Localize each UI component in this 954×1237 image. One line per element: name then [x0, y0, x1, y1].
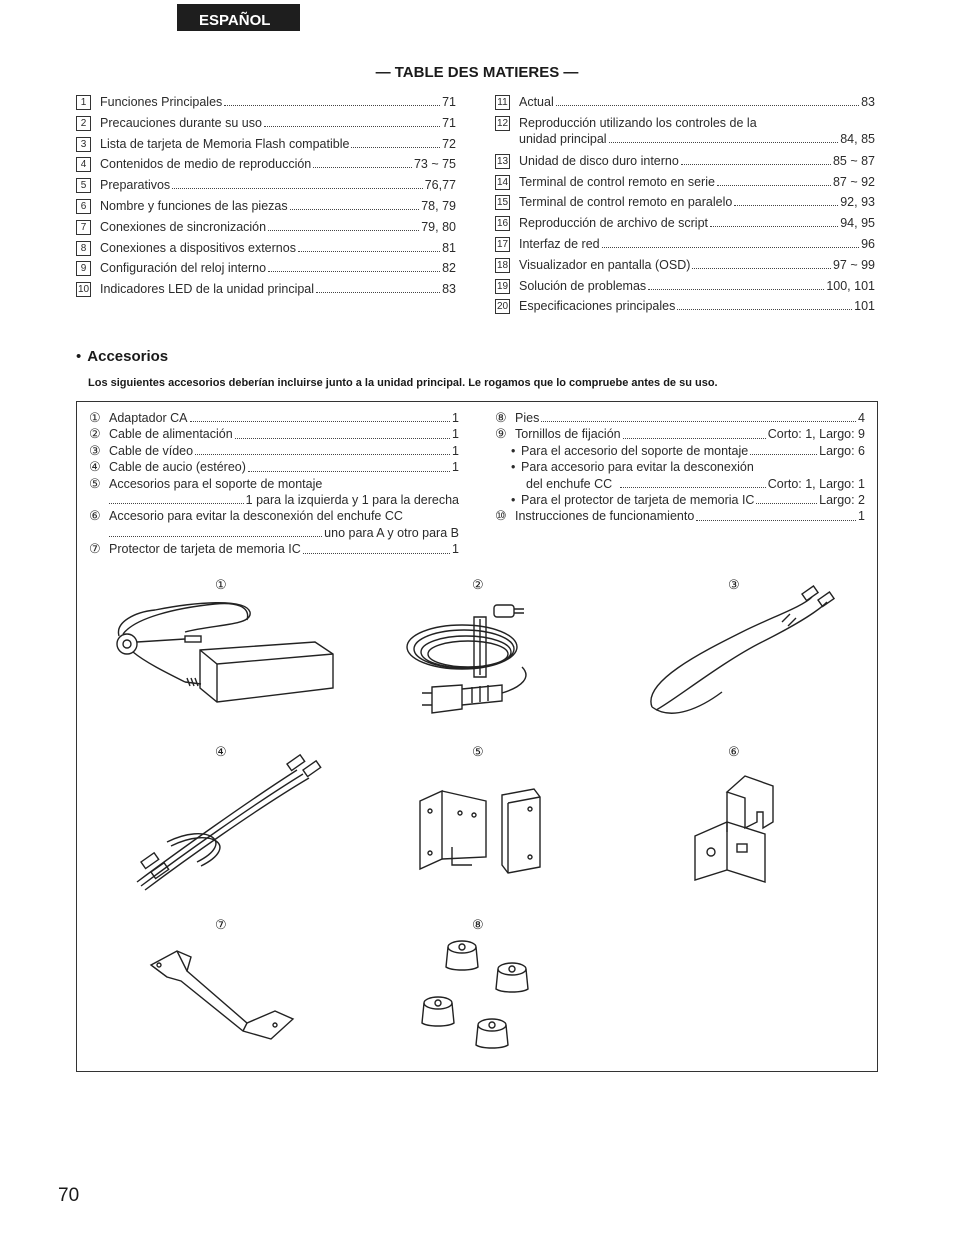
toc-number: 5 [76, 178, 91, 193]
bullet: • [76, 348, 82, 365]
illustration-number: ③ [728, 577, 740, 592]
accessory-subrow [495, 459, 865, 475]
accessory-quantity: 1 [858, 509, 865, 524]
toc-page: 100, 101 [826, 278, 875, 293]
toc-item[interactable] [76, 219, 456, 240]
item-number: ⑨ [495, 426, 507, 442]
toc-label: Nombre y funciones de las piezas [100, 198, 288, 213]
toc-number: 13 [496, 155, 509, 167]
item-number: ④ [89, 459, 101, 475]
accessory-row [495, 508, 865, 524]
item-number: ② [89, 426, 101, 442]
toc-label: Actual [519, 95, 554, 109]
toc-page: 72 [442, 136, 456, 151]
item-number: ⑥ [89, 508, 101, 524]
accessory-row [89, 410, 459, 426]
illustration-number: ⑥ [728, 744, 740, 759]
toc-item[interactable] [76, 156, 456, 177]
toc-number: 12 [496, 117, 509, 129]
accessory-label: Protector de tarjeta de memoria IC [109, 542, 301, 557]
toc-label: Conexiones a dispositivos externos [100, 240, 296, 255]
accessory-quantity: Corto: 1, Largo: 1 [767, 476, 865, 491]
accessory-subrow [495, 492, 865, 508]
accessory-label: Para el accesorio del soporte de montaje [521, 443, 749, 458]
item-number: ⑦ [89, 541, 101, 557]
illustration-number: ② [472, 577, 484, 592]
item-number: ① [89, 410, 101, 425]
toc-label: Preparativos [100, 178, 171, 193]
illustration-number: ① [215, 577, 227, 592]
item-number: ⑩ [495, 508, 507, 524]
audio-cable-icon [127, 762, 327, 892]
toc-number: 20 [496, 301, 509, 313]
toc-item[interactable] [495, 174, 875, 195]
toc-number: 16 [496, 218, 509, 230]
accessory-row-continued [89, 492, 459, 508]
power-cord-icon [402, 597, 552, 727]
item-number: ③ [89, 442, 101, 458]
toc-label: Lista de tarjeta de Memoria Flash compatible [100, 136, 350, 151]
toc-page: 96 [861, 236, 875, 251]
toc-page: 84, 85 [840, 131, 875, 146]
accessory-row [89, 443, 459, 459]
accessory-label: Cable de vídeo [109, 443, 194, 458]
toc-page: 79, 80 [421, 219, 456, 234]
accessory-quantity: 1 para la izquierda y 1 para la derecha [245, 493, 459, 508]
accessory-label: Para accesorio para evitar la desconexión [521, 460, 754, 475]
toc-item[interactable] [495, 236, 875, 257]
accessory-quantity: 1 [452, 443, 459, 458]
toc-page: 82 [442, 261, 456, 276]
toc-page: 83 [442, 282, 456, 297]
toc-page: 71 [442, 115, 456, 130]
toc-label: Especificaciones principales [519, 299, 676, 314]
accessory-quantity: 1 [452, 427, 459, 442]
accessory-quantity: 1 [452, 460, 459, 475]
bullet: • [511, 493, 516, 508]
toc-page: 78, 79 [421, 198, 456, 213]
toc-page: 76,77 [424, 178, 456, 193]
toc-number: 8 [76, 241, 91, 256]
accessory-row-continued [89, 525, 459, 541]
toc-number: 9 [76, 261, 91, 276]
toc-item[interactable] [495, 115, 875, 153]
toc-label: Interfaz de red [519, 236, 600, 251]
item-number: ⑧ [495, 410, 507, 425]
accessory-quantity: uno para A y otro para B [324, 525, 459, 540]
toc-page: 92, 93 [840, 195, 875, 210]
toc-label: unidad principal [519, 131, 607, 146]
accessory-row [89, 476, 459, 492]
accessory-label: Instrucciones de funcionamiento [515, 509, 695, 524]
dc-plug-retainer-icon [687, 772, 797, 892]
accessory-label: Accesorios para el soporte de montaje [109, 476, 323, 491]
toc-item[interactable] [495, 153, 875, 174]
toc-label: Funciones Principales [100, 95, 223, 109]
toc-page: 87 ~ 92 [832, 174, 875, 189]
toc-number: 6 [76, 199, 91, 214]
accessories-box [76, 401, 878, 1072]
toc-number: 18 [496, 259, 509, 271]
accessories-title: Accesorios [87, 348, 169, 365]
accessory-label: Para el protector de tarjeta de memoria IC [521, 493, 755, 508]
accessory-quantity: Corto: 1, Largo: 9 [767, 427, 865, 442]
accessory-row [495, 410, 865, 426]
ac-adapter-icon [105, 592, 345, 722]
toc-label: Terminal de control remoto en serie [519, 174, 715, 189]
feet-icon [422, 937, 542, 1057]
toc-number: 7 [76, 220, 91, 235]
accessory-row [89, 459, 459, 475]
toc-label: Solución de problemas [519, 278, 647, 293]
accessory-label: Adaptador CA [109, 411, 188, 425]
toc-page: 71 [442, 95, 456, 109]
toc-page: 83 [861, 95, 875, 109]
accessories-list-right [495, 410, 865, 525]
accessory-label: del enchufe CC [526, 476, 613, 491]
accessory-label: Cable de aucio (estéreo) [109, 460, 246, 475]
illustration-number: ⑤ [472, 744, 484, 759]
toc-item[interactable] [76, 260, 456, 281]
illustration-number: ⑦ [215, 917, 227, 932]
toc-item[interactable] [76, 177, 456, 198]
toc-label: Indicadores LED de la unidad principal [100, 282, 315, 297]
toc-label: Visualizador en pantalla (OSD) [519, 257, 691, 272]
toc-item[interactable] [495, 215, 875, 236]
accessory-label: Tornillos de fijación [515, 427, 621, 442]
toc-item[interactable] [495, 257, 875, 278]
accessories-note: Los siguientes accesorios deberían incluirse junto a la unidad principal. Le rogamos que lo compruebe antes de su uso. [88, 377, 718, 389]
toc-item[interactable] [495, 298, 875, 319]
toc-number: 15 [496, 197, 509, 209]
item-number: ⑤ [89, 475, 101, 491]
accessory-label: Cable de alimentación [109, 427, 233, 442]
toc-label: Precauciones durante su uso [100, 115, 262, 130]
toc-right-column [495, 94, 875, 319]
bullet: • [511, 460, 516, 475]
toc-number: 4 [76, 157, 91, 172]
toc-page: 101 [854, 299, 875, 314]
toc-label: Configuración del reloj interno [100, 261, 267, 276]
accessories-list-left [89, 410, 459, 558]
toc-page: 85 ~ 87 [832, 153, 875, 168]
accessory-quantity: 1 [452, 542, 459, 557]
toc-page: 94, 95 [840, 216, 875, 231]
toc-page: 81 [442, 240, 456, 255]
accessory-row [89, 426, 459, 442]
accessory-quantity: 1 [452, 411, 459, 425]
toc-title: — TABLE DES MATIERES — [375, 64, 579, 81]
toc-item[interactable] [76, 94, 456, 115]
accessory-row [495, 426, 865, 442]
language-tab: ESPAÑOL [177, 4, 300, 31]
accessory-label: Pies [515, 411, 540, 425]
accessory-subrow [495, 476, 865, 492]
accessory-subrow [495, 443, 865, 459]
toc-item[interactable] [76, 115, 456, 136]
illustration-number: ⑧ [472, 917, 484, 932]
toc-label: Contenidos de medio de reproducción [100, 157, 312, 172]
accessory-label: Accesorio para evitar la desconexión del enchufe CC [109, 509, 403, 524]
toc-number: 2 [76, 116, 91, 131]
toc-left-column [76, 94, 456, 302]
accessory-row [89, 541, 459, 557]
toc-label-line1: Reproducción utilizando los controles de la [519, 115, 757, 130]
illustration-number: ④ [215, 744, 227, 759]
toc-item[interactable] [76, 198, 456, 219]
toc-item[interactable] [76, 136, 456, 157]
bullet: • [511, 443, 516, 458]
toc-page: 97 ~ 99 [832, 257, 875, 272]
video-cable-icon [642, 592, 842, 722]
toc-number: 19 [496, 280, 509, 292]
toc-number: 3 [76, 137, 91, 152]
toc-page: 73 ~ 75 [413, 157, 456, 172]
accessories-heading [76, 348, 168, 365]
toc-item[interactable] [495, 278, 875, 299]
toc-number: 17 [496, 238, 509, 250]
toc-label: Conexiones de sincronización [100, 219, 267, 234]
accessory-row [89, 508, 459, 524]
toc-number: 11 [495, 95, 510, 110]
memory-card-protector-icon [147, 947, 307, 1047]
toc-item[interactable] [495, 194, 875, 215]
toc-item[interactable] [495, 94, 875, 115]
toc-number: 1 [76, 95, 91, 110]
accessory-quantity: Largo: 2 [819, 493, 865, 508]
toc-label: Unidad de disco duro interno [519, 153, 679, 168]
mounting-bracket-icon [412, 787, 552, 877]
accessory-quantity: 4 [858, 411, 865, 425]
toc-item[interactable] [76, 281, 456, 302]
toc-number: 14 [496, 176, 509, 188]
toc-number: 10 [77, 284, 90, 296]
toc-label: Terminal de control remoto en paralelo [519, 195, 733, 210]
toc-label: Reproducción de archivo de script [519, 216, 708, 231]
page-number: 70 [58, 1185, 80, 1206]
accessory-quantity: Largo: 6 [819, 443, 865, 458]
toc-item[interactable] [76, 240, 456, 261]
